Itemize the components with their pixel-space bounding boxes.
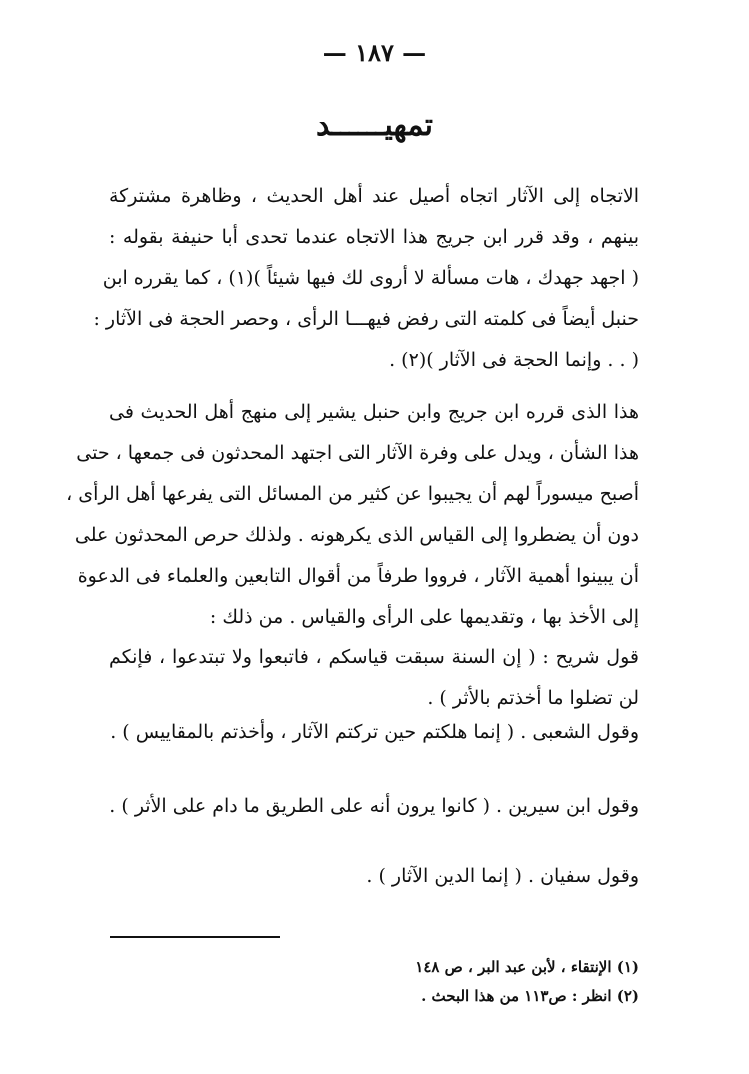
paragraph-line: هذا الشأن ، ويدل على وفرة الآثار التى اجتهد المحدثون فى جمعها ، حتى	[76, 442, 639, 464]
section-title: تمهيــــــد	[315, 108, 434, 143]
page-number: — ١٨٧ —	[322, 38, 427, 67]
paragraph-line: أصبح ميسوراً لهم أن يجيبوا عن كثير من المسائل التى يفرعها أهل الرأى ،	[66, 483, 639, 505]
paragraph-introduction	[93, 176, 639, 381]
paragraph-line: ( . . وإنما الحجة فى الآثار )(٢) .	[389, 349, 639, 371]
paragraph-line: دون أن يضطروا إلى القياس الذى يكرهونه . ولذلك حرص المحدثون على	[74, 524, 639, 546]
quote-line: لن تضلوا ما أخذتم بالأثر ) .	[427, 687, 639, 709]
quote-shabi: وقول الشعبى . ( إنما هلكتم حين تركتم الآثار ، وأخذتم بالمقاييس ) .	[110, 721, 639, 743]
paragraph-line: أن يبينوا أهمية الآثار ، فرووا طرفاً من أقوال التابعين والعلماء فى الدعوة	[77, 565, 639, 587]
paragraph-line: بينهم ، وقد قرر ابن جريج هذا الاتجاه عندما تحدى أبا حنيفة بقوله :	[109, 226, 639, 248]
quote-line: قول شريح : ( إن السنة سبقت قياسكم ، فاتبعوا ولا تبتدعوا ، فإنكم	[109, 646, 639, 668]
paragraph-line: هذا الذى قرره ابن جريج وابن حنبل يشير إلى منهج أهل الحديث فى	[109, 401, 639, 423]
quote-sufyan: وقول سفيان . ( إنما الدين الآثار ) .	[366, 865, 639, 887]
paragraph-line: الاتجاه إلى الآثار اتجاه أصيل عند أهل الحديث ، وظاهرة مشتركة	[109, 185, 639, 207]
footnote-divider	[110, 936, 280, 938]
footnote-1: (١) الإنتقاء ، لأبن عبد البر ، ص ١٤٨	[415, 958, 639, 976]
paragraph-line: ( اجهد جهدك ، هات مسألة لا أروى لك فيها شيئاً )(١) ، كما يقرره ابن	[102, 267, 639, 289]
footnote-2: (٢) انظر : ص١١٣ من هذا البحث .	[421, 987, 639, 1005]
paragraph-line: إلى الأخذ بها ، وتقديمها على الرأى والقياس . من ذلك :	[209, 606, 639, 628]
paragraph-method	[66, 392, 639, 638]
footnotes	[219, 953, 639, 1011]
quote-ibn-sirin: وقول ابن سيرين . ( كانوا يرون أنه على الطريق ما دام على الأثر ) .	[109, 795, 639, 817]
paragraph-line: حنبل أيضاً فى كلمته التى رفض فيهـــا الرأى ، وحصر الحجة فى الآثار :	[93, 308, 639, 330]
quote-shurayh	[109, 637, 639, 719]
